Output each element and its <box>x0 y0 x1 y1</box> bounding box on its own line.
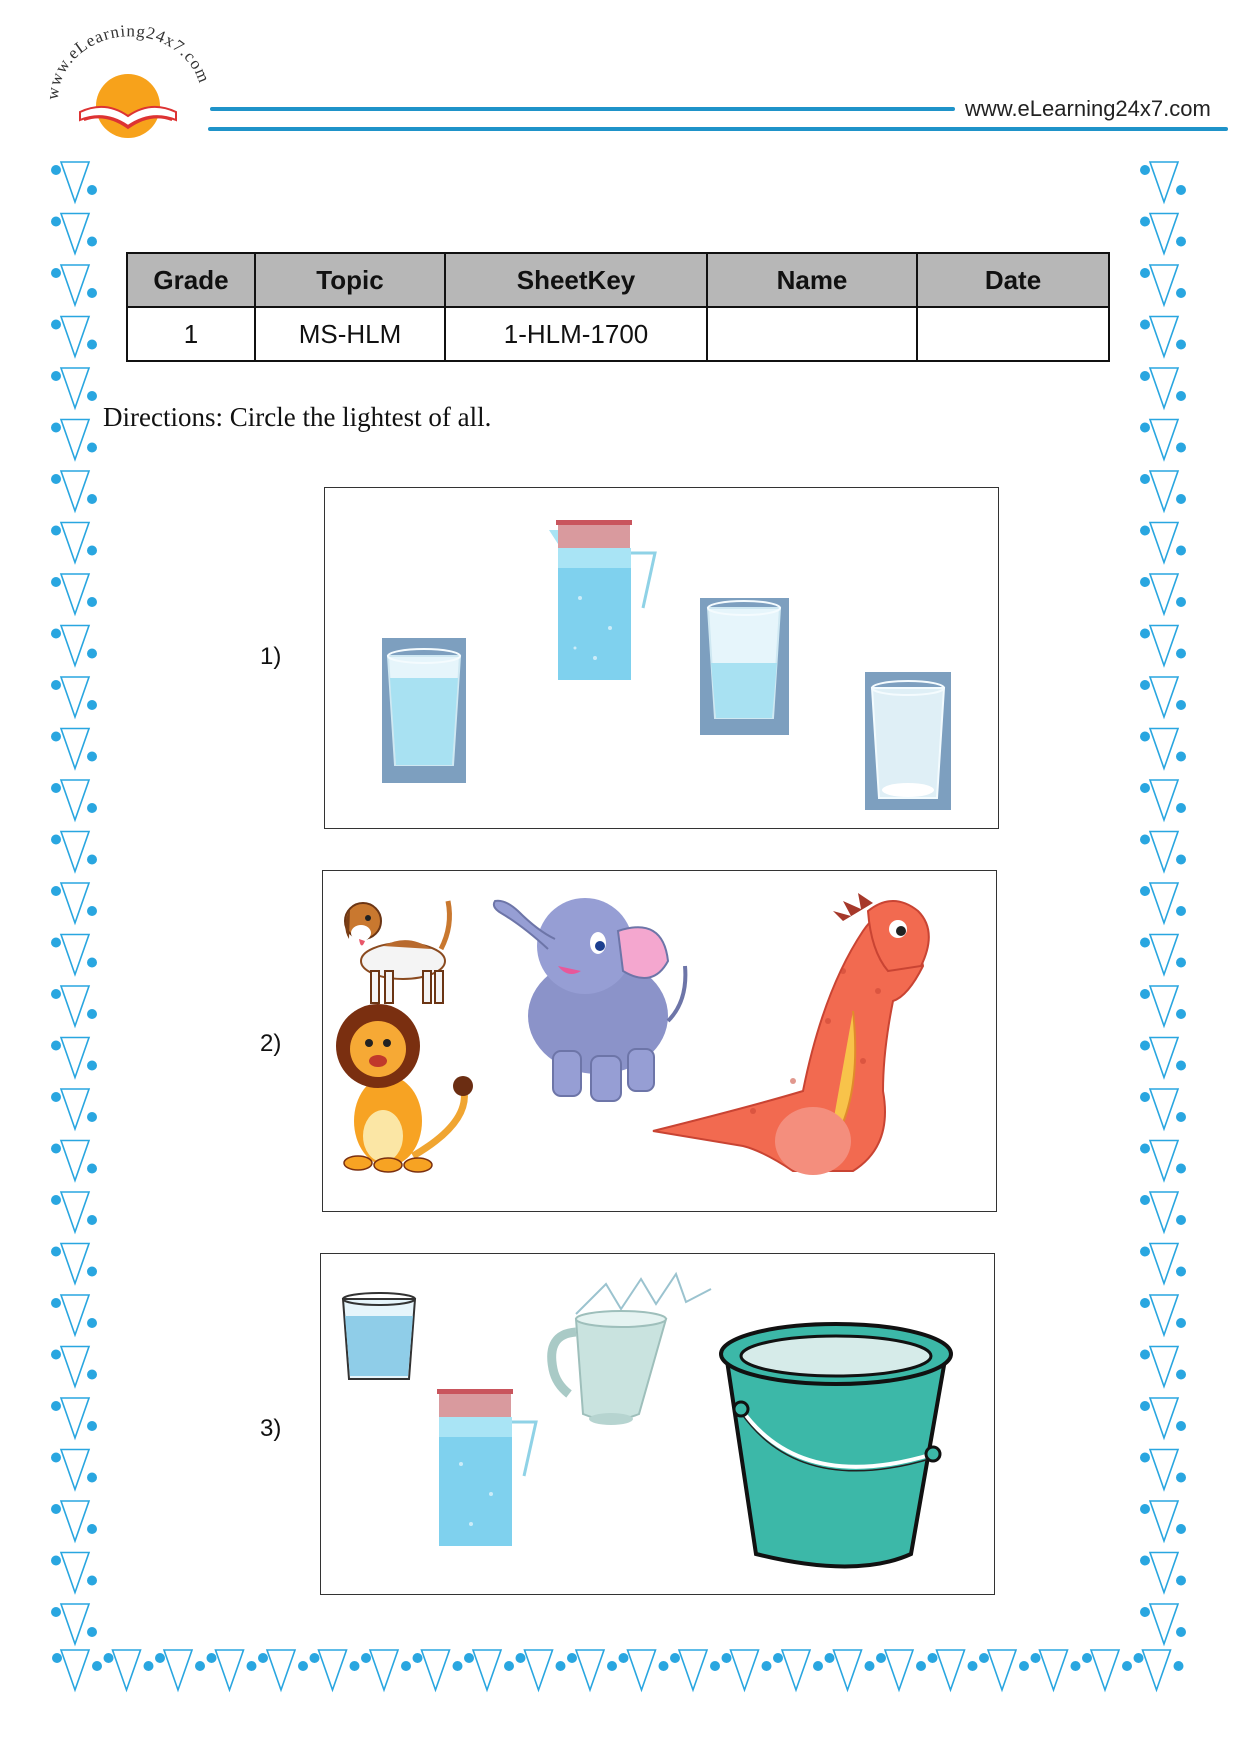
border-triangle <box>1150 1192 1178 1232</box>
date-field[interactable] <box>917 307 1109 361</box>
border-dot <box>556 1661 566 1671</box>
border-dot <box>87 1112 97 1122</box>
border-dot <box>1176 185 1186 195</box>
border-dot <box>1140 629 1150 639</box>
question-3-number: 3) <box>260 1415 282 1442</box>
border-triangle <box>834 1650 862 1690</box>
border-dot <box>670 1653 680 1663</box>
border-dot <box>1140 1298 1150 1308</box>
border-dot <box>1176 1215 1186 1225</box>
border-triangle <box>1150 1501 1178 1541</box>
border-dot <box>87 1370 97 1380</box>
border-triangle <box>1040 1650 1068 1690</box>
name-header: Name <box>707 253 917 307</box>
border-dot <box>51 1350 61 1360</box>
border-dot <box>87 288 97 298</box>
border-dot <box>722 1653 732 1663</box>
border-dot <box>1140 1195 1150 1205</box>
border-dot <box>1176 855 1186 865</box>
border-dot <box>1174 1661 1184 1671</box>
border-dot <box>1176 1009 1186 1019</box>
border-triangle <box>61 1295 89 1335</box>
border-dot <box>87 443 97 453</box>
border-triangle <box>61 1604 89 1644</box>
border-dot <box>1140 268 1150 278</box>
border-triangle <box>782 1650 810 1690</box>
border-triangle <box>164 1650 192 1690</box>
border-triangle <box>61 1347 89 1387</box>
border-triangle <box>216 1650 244 1690</box>
border-dot <box>1176 237 1186 247</box>
border-triangle <box>61 626 89 666</box>
border-dot <box>87 1318 97 1328</box>
border-triangle <box>1143 1650 1171 1690</box>
border-dot <box>51 1041 61 1051</box>
border-dot <box>87 803 97 813</box>
border-dot <box>1176 1576 1186 1586</box>
glass-half-full-icon[interactable] <box>700 598 789 735</box>
border-dot <box>1140 217 1150 227</box>
border-triangle <box>319 1650 347 1690</box>
border-triangle <box>1150 162 1178 202</box>
border-dot <box>1176 649 1186 659</box>
border-dot <box>865 1661 875 1671</box>
border-dot <box>1140 1556 1150 1566</box>
border-dot <box>51 1092 61 1102</box>
border-triangle <box>61 780 89 820</box>
border-dot <box>1140 577 1150 587</box>
border-dot <box>1176 1473 1186 1483</box>
border-dot <box>773 1653 783 1663</box>
border-triangle <box>61 677 89 717</box>
border-dot <box>195 1661 205 1671</box>
border-triangle <box>1150 1553 1178 1593</box>
border-dot <box>710 1661 720 1671</box>
border-triangle <box>1150 1038 1178 1078</box>
border-dot <box>1071 1661 1081 1671</box>
border-triangle <box>885 1650 913 1690</box>
logo-text: www.eLearning24x7.com <box>42 21 215 101</box>
border-dot <box>1176 1370 1186 1380</box>
border-triangle <box>370 1650 398 1690</box>
border-dot <box>1134 1653 1144 1663</box>
border-triangle <box>937 1650 965 1690</box>
date-header: Date <box>917 253 1109 307</box>
border-triangle <box>1150 1295 1178 1335</box>
border-dot <box>87 391 97 401</box>
border-dot <box>51 835 61 845</box>
border-dot <box>87 1627 97 1637</box>
border-triangle <box>61 1650 89 1690</box>
border-dot <box>1140 165 1150 175</box>
border-dot <box>1176 1318 1186 1328</box>
border-dot <box>1140 783 1150 793</box>
border-triangle <box>61 1244 89 1284</box>
question-2-box[interactable] <box>322 870 997 1212</box>
jug-icon[interactable] <box>437 1389 536 1546</box>
directions: Directions: Circle the lightest of all. <box>103 402 492 432</box>
border-dot <box>87 1524 97 1534</box>
border-dot <box>87 1473 97 1483</box>
border-triangle <box>61 1192 89 1232</box>
border-dot <box>87 185 97 195</box>
border-dot <box>51 989 61 999</box>
border-dot <box>968 1661 978 1671</box>
border-triangle <box>1150 471 1178 511</box>
question-2-number: 2) <box>260 1030 282 1057</box>
border-triangle <box>61 1501 89 1541</box>
border-triangle <box>1150 1141 1178 1181</box>
border-dot <box>51 577 61 587</box>
border-dot <box>51 526 61 536</box>
border-dot <box>87 958 97 968</box>
border-dot <box>51 474 61 484</box>
border-triangle <box>1150 626 1178 666</box>
border-dot <box>51 268 61 278</box>
border-dot <box>1176 958 1186 968</box>
border-dot <box>1176 546 1186 556</box>
border-dot <box>87 546 97 556</box>
border-triangle <box>61 214 89 254</box>
topic-header: Topic <box>255 253 445 307</box>
border-triangle <box>113 1650 141 1690</box>
border-dot <box>516 1653 526 1663</box>
topic-value: MS-HLM <box>255 307 445 361</box>
border-dot <box>1140 732 1150 742</box>
border-dot <box>87 237 97 247</box>
border-dot <box>401 1661 411 1671</box>
border-dot <box>87 752 97 762</box>
grade-value: 1 <box>127 307 255 361</box>
border-dot <box>51 1401 61 1411</box>
border-dot <box>87 1009 97 1019</box>
border-dot <box>92 1661 102 1671</box>
border-triangle <box>61 729 89 769</box>
border-dot <box>51 320 61 330</box>
glass-mostly-full-icon[interactable] <box>382 638 466 783</box>
border-dot <box>1176 391 1186 401</box>
border-dot <box>413 1653 423 1663</box>
header-website: www.eLearning24x7.com <box>965 96 1211 121</box>
border-dot <box>1176 752 1186 762</box>
border-triangle <box>61 832 89 872</box>
border-dot <box>1140 1144 1150 1154</box>
border-triangle <box>61 1141 89 1181</box>
border-dot <box>1176 1524 1186 1534</box>
border-triangle <box>1150 780 1178 820</box>
border-triangle <box>61 368 89 408</box>
border-dot <box>504 1661 514 1671</box>
logo <box>40 20 220 150</box>
border-dot <box>1176 803 1186 813</box>
border-dot <box>1140 1247 1150 1257</box>
border-triangle <box>422 1650 450 1690</box>
sheetkey-value: 1-HLM-1700 <box>445 307 707 361</box>
glass-icon[interactable] <box>343 1293 415 1379</box>
border-dot <box>51 629 61 639</box>
border-dot <box>567 1653 577 1663</box>
border-triangle <box>61 1089 89 1129</box>
jug-full-icon[interactable] <box>549 520 655 680</box>
border-dot <box>1122 1661 1132 1671</box>
border-triangle <box>61 1450 89 1490</box>
border-dot <box>87 1576 97 1586</box>
border-triangle <box>1150 265 1178 305</box>
border-triangle <box>576 1650 604 1690</box>
border-dot <box>51 371 61 381</box>
border-dot <box>1140 680 1150 690</box>
border-dot <box>51 783 61 793</box>
border-triangle <box>1150 420 1178 460</box>
border-dot <box>464 1653 474 1663</box>
border-dot <box>87 340 97 350</box>
border-dot <box>1082 1653 1092 1663</box>
border-dot <box>1176 1421 1186 1431</box>
border-dot <box>361 1653 371 1663</box>
border-dot <box>1140 1504 1150 1514</box>
border-triangle <box>61 523 89 563</box>
border-triangle <box>1150 523 1178 563</box>
border-dot <box>87 1421 97 1431</box>
border-dot <box>619 1653 629 1663</box>
border-triangle <box>1150 1089 1178 1129</box>
border-dot <box>1140 320 1150 330</box>
border-dot <box>144 1661 154 1671</box>
border-dot <box>928 1653 938 1663</box>
border-dot <box>51 217 61 227</box>
bucket-icon[interactable] <box>721 1324 951 1567</box>
header-line-top <box>210 107 955 111</box>
border-dot <box>298 1661 308 1671</box>
border-dot <box>87 906 97 916</box>
border-dot <box>51 1144 61 1154</box>
border-dot <box>1176 906 1186 916</box>
border-dot <box>1140 1350 1150 1360</box>
grade-header: Grade <box>127 253 255 307</box>
border-dot <box>1140 1401 1150 1411</box>
border-triangle <box>1150 368 1178 408</box>
sheetkey-header: SheetKey <box>445 253 707 307</box>
border-triangle <box>1150 574 1178 614</box>
border-dot <box>1176 1267 1186 1277</box>
border-triangle <box>1150 1244 1178 1284</box>
border-triangle <box>1150 214 1178 254</box>
border-triangle <box>61 935 89 975</box>
border-triangle <box>1150 832 1178 872</box>
border-triangle <box>61 1553 89 1593</box>
border-triangle <box>61 162 89 202</box>
border-triangle <box>61 420 89 460</box>
border-dot <box>258 1653 268 1663</box>
border-dot <box>659 1661 669 1671</box>
border-dot <box>1176 340 1186 350</box>
border-dot <box>1176 288 1186 298</box>
border-dot <box>87 1267 97 1277</box>
border-dot <box>825 1653 835 1663</box>
border-dot <box>1140 886 1150 896</box>
border-dot <box>87 1061 97 1071</box>
border-dot <box>51 680 61 690</box>
border-dot <box>1176 494 1186 504</box>
border-triangle <box>61 471 89 511</box>
border-triangle <box>267 1650 295 1690</box>
border-triangle <box>473 1650 501 1690</box>
elephant-icon[interactable] <box>494 898 686 1101</box>
border-dot <box>979 1653 989 1663</box>
border-dot <box>1140 423 1150 433</box>
name-field[interactable] <box>707 307 917 361</box>
border-triangle <box>1091 1650 1119 1690</box>
border-dot <box>87 1215 97 1225</box>
border-triangle <box>61 317 89 357</box>
border-triangle <box>61 1398 89 1438</box>
border-dot <box>1140 1453 1150 1463</box>
info-table <box>126 252 1110 362</box>
border-triangle <box>525 1650 553 1690</box>
border-dot <box>1176 597 1186 607</box>
border-dot <box>51 1504 61 1514</box>
info-table-header-row <box>127 253 1109 307</box>
border-dot <box>51 423 61 433</box>
border-dot <box>87 855 97 865</box>
border-triangle <box>1150 729 1178 769</box>
mug-icon[interactable] <box>552 1274 711 1425</box>
glass-empty-icon[interactable] <box>865 672 951 810</box>
border-dot <box>51 886 61 896</box>
border-dot <box>1031 1653 1041 1663</box>
border-dot <box>51 1247 61 1257</box>
border-triangle <box>61 986 89 1026</box>
border-triangle <box>679 1650 707 1690</box>
border-dot <box>310 1653 320 1663</box>
lion-icon[interactable] <box>336 1004 473 1172</box>
border-triangle <box>1150 317 1178 357</box>
border-dot <box>1176 1061 1186 1071</box>
border-dot <box>1176 1112 1186 1122</box>
border-dot <box>1140 938 1150 948</box>
border-dot <box>1176 443 1186 453</box>
border-triangle <box>1150 1604 1178 1644</box>
border-dot <box>87 700 97 710</box>
border-dot <box>1176 700 1186 710</box>
dog-icon[interactable] <box>345 901 449 1003</box>
border-dot <box>87 494 97 504</box>
border-dot <box>52 1653 62 1663</box>
border-dot <box>51 732 61 742</box>
border-triangle <box>628 1650 656 1690</box>
border-triangle <box>1150 1450 1178 1490</box>
border-dot <box>104 1653 114 1663</box>
border-dot <box>1140 474 1150 484</box>
border-dot <box>51 938 61 948</box>
border-triangle <box>1150 1398 1178 1438</box>
dinosaur-icon[interactable] <box>653 893 929 1175</box>
border-triangle <box>988 1650 1016 1690</box>
border-dot <box>916 1661 926 1671</box>
border-dot <box>51 165 61 175</box>
border-dot <box>1140 989 1150 999</box>
border-triangle <box>1150 986 1178 1026</box>
border-dot <box>350 1661 360 1671</box>
border-dot <box>87 649 97 659</box>
border-dot <box>1176 1164 1186 1174</box>
border-dot <box>1140 371 1150 381</box>
border-dot <box>51 1607 61 1617</box>
border-dot <box>1140 1041 1150 1051</box>
border-dot <box>607 1661 617 1671</box>
border-dot <box>247 1661 257 1671</box>
border-dot <box>813 1661 823 1671</box>
border-dot <box>155 1653 165 1663</box>
border-dot <box>1176 1627 1186 1637</box>
border-triangle <box>61 883 89 923</box>
question-1-number: 1) <box>260 643 282 670</box>
border-triangle <box>61 265 89 305</box>
border-dot <box>1140 526 1150 536</box>
border-dot <box>207 1653 217 1663</box>
question-3-box[interactable] <box>320 1253 995 1595</box>
info-table-value-row <box>127 307 1109 361</box>
border-dot <box>1140 1092 1150 1102</box>
border-dot <box>51 1298 61 1308</box>
border-triangle <box>1150 935 1178 975</box>
border-dot <box>51 1556 61 1566</box>
border-dot <box>1140 1607 1150 1617</box>
border-dot <box>876 1653 886 1663</box>
question-1-box[interactable] <box>324 487 999 829</box>
border-triangle <box>61 574 89 614</box>
border-triangle <box>1150 677 1178 717</box>
border-dot <box>762 1661 772 1671</box>
border-dot <box>87 597 97 607</box>
header-line-bottom <box>208 127 1228 131</box>
border-dot <box>51 1453 61 1463</box>
border-dot <box>1140 835 1150 845</box>
border-triangle <box>1150 883 1178 923</box>
border-dot <box>51 1195 61 1205</box>
border-dot <box>453 1661 463 1671</box>
border-triangle <box>731 1650 759 1690</box>
border-triangle <box>1150 1347 1178 1387</box>
border-dot <box>1019 1661 1029 1671</box>
border-dot <box>87 1164 97 1174</box>
border-triangle <box>61 1038 89 1078</box>
